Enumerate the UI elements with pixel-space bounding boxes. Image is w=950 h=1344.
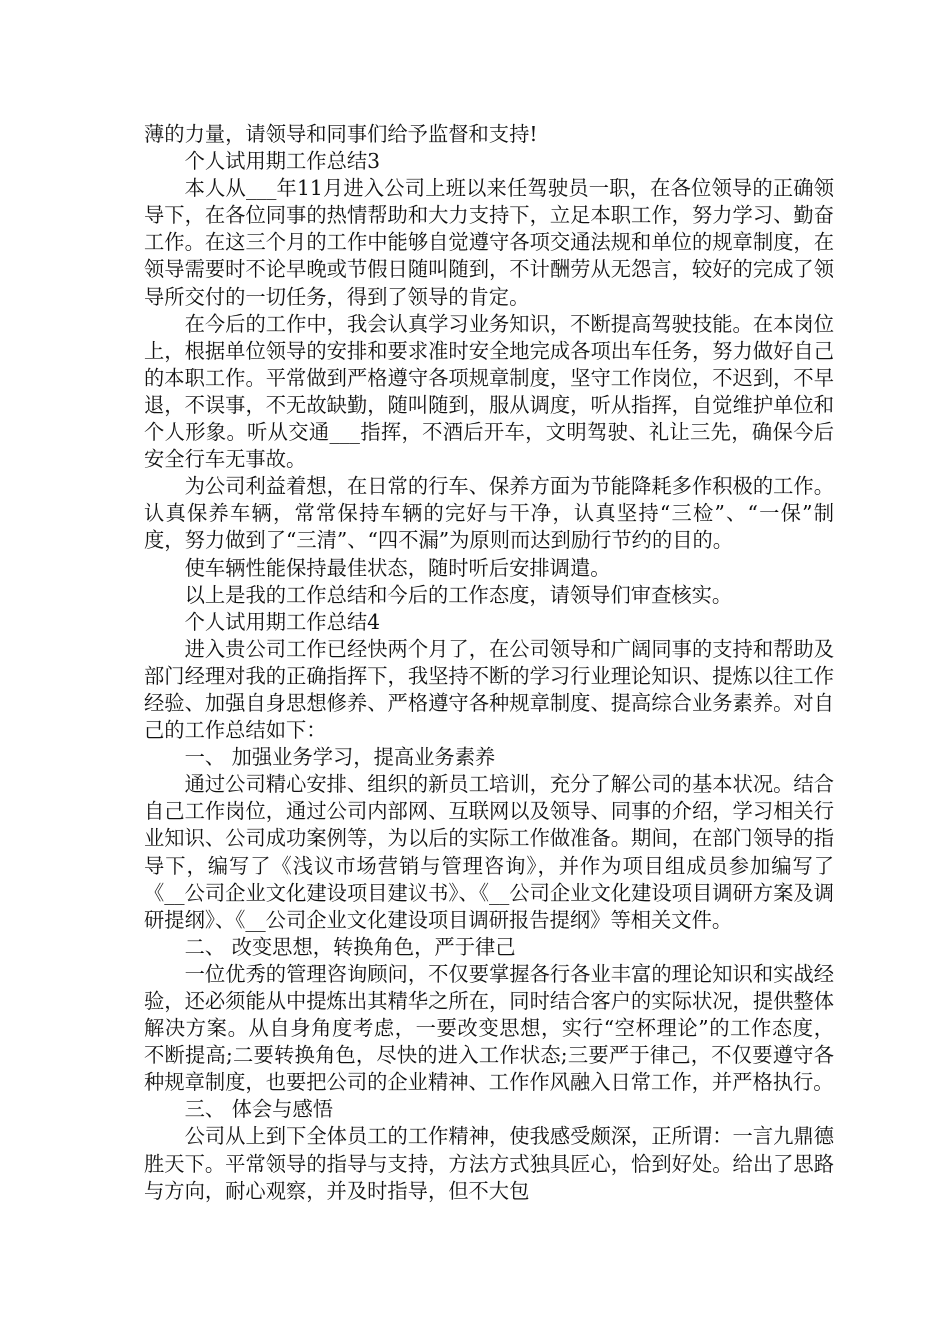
subheading-business-study: 一、 加强业务学习，提高业务素养 [184, 745, 496, 770]
paragraph-body: 使车辆性能保持最佳状态，随时听后安排调遣。 [184, 555, 611, 580]
subheading-reflections: 三、 体会与感悟 [184, 1097, 334, 1122]
paragraph-body: 为公司利益着想，在日常的行车、保养方面为节能降耗多作积极的工作。认真保养车辆，常常保持车辆的完好与干净，认真坚持“三检”、“一保”制度，努力做到了“三清”、“四不漏”为原则而达到励行节约的目的。 [144, 474, 834, 553]
paragraph-continuation: 薄的力量，请领导和同事们给予监督和支持! [144, 122, 538, 146]
paragraph-body: 一位优秀的管理咨询顾问，不仅要掌握各行各业丰富的理论知识和实战经验，还必须能从中提炼出其精华之所在，同时结合客户的实际状况，提供整体解决方案。从自身角度考虑，一要改变思想，实行“空杯理论”的工作态度，不断提高;二要转换角色，尽快的进入工作状态;三要严于律己，不仅要遵守各种规章制度，也要把公司的企业精神、工作作风融入日常工作，并严格执行。 [144, 961, 834, 1095]
paragraph-body: 本人从___年11月进入公司上班以来任驾驶员一职，在各位领导的正确领导下，在各位同事的热情帮助和大力支持下，立足本职工作，努力学习、勤奋工作。在这三个月的工作中能够自觉遵守各项交通法规和单位的规章制度，在领导需要时不论早晚或节假日随叫随到，不计酬劳从无怨言，较好的完成了领导所交付的一切任务，得到了领导的肯定。 [144, 176, 834, 309]
section-heading-summary-4: 个人试用期工作总结4 [184, 609, 381, 634]
paragraph-body: 进入贵公司工作已经快两个月了，在公司领导和广阔同事的支持和帮助及部门经理对我的正确指挥下，我坚持不断的学习行业理论知识、提炼以往工作经验、加强自身思想修养、严格遵守各种规章制度、提高综合业务素养。对自己的工作总结如下： [144, 636, 834, 743]
paragraph-body: 通过公司精心安排、组织的新员工培训，充分了解公司的基本状况。结合自己工作岗位，通过公司内部网、互联网以及领导、同事的介绍，学习相关行业知识、公司成功案例等，为以后的实际工作做准备。期间，在部门领导的指导下，编写了《浅议市场营销与管理咨询》，并作为项目组成员参加编写了《__公司企业文化建设项目建议书》、《__公司企业文化建设项目调研方案及调研提纲》、《__公司企业文化建设项目调研报告提纲》等相关文件。 [144, 772, 834, 932]
section-heading-summary-3: 个人试用期工作总结3 [184, 149, 381, 174]
paragraph-body: 公司从上到下全体员工的工作精神，使我感受颇深，正所谓：一言九鼎德胜天下。平常领导的指导与支持，方法方式独具匠心，恰到好处。给出了思路与方向，耐心观察，并及时指导，但不大包 [144, 1124, 834, 1203]
subheading-change-thinking: 二、 改变思想，转换角色，严于律己 [184, 934, 516, 959]
document-page [144, 121, 834, 1205]
paragraph-body: 以上是我的工作总结和今后的工作态度，请领导们审查核实。 [184, 582, 733, 607]
paragraph-body: 在今后的工作中，我会认真学习业务知识，不断提高驾驶技能。在本岗位上，根据单位领导的安排和要求准时安全地完成各项出车任务，努力做好自己的本职工作。平常做到严格遵守各项规章制度，坚守工作岗位，不迟到，不早退，不误事，不无故缺勤，随叫随到，服从调度，听从指挥，自觉维护单位和个人形象。听从交通___指挥，不酒后开车，文明驾驶、礼让三先，确保今后安全行车无事故。 [144, 311, 834, 472]
